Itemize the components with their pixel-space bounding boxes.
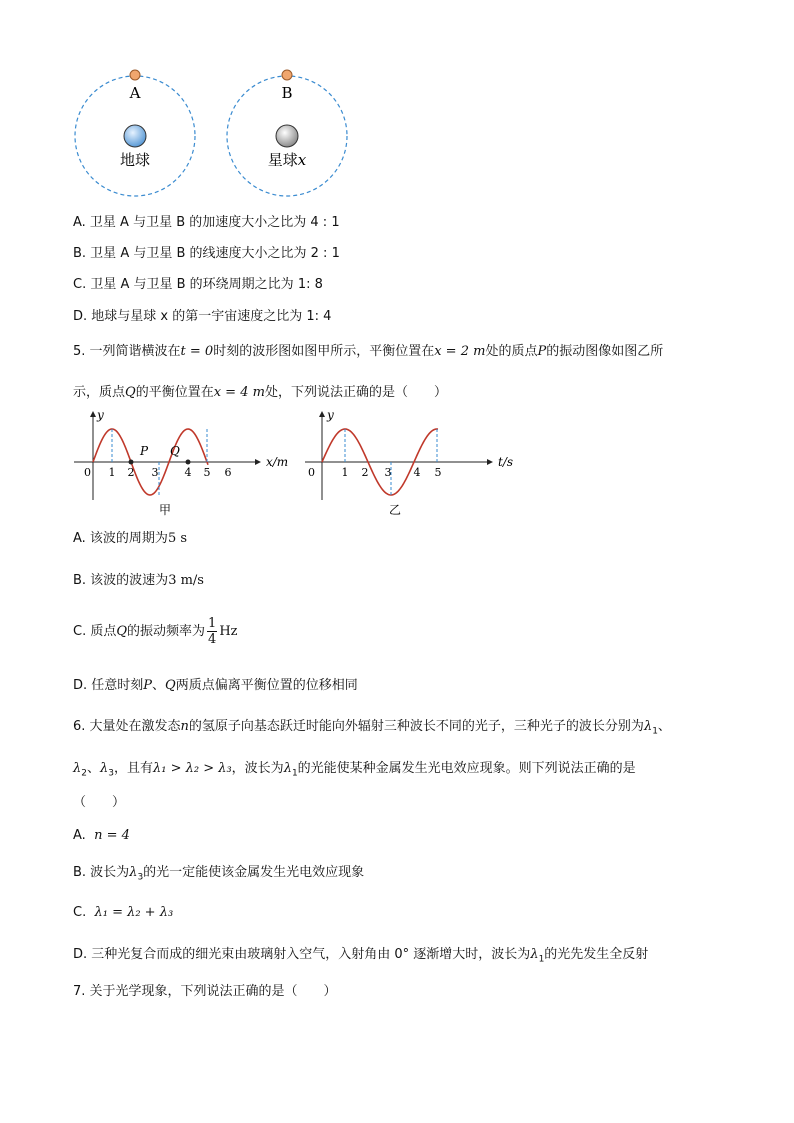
svg-text:3: 3	[384, 466, 392, 479]
label-b: B	[281, 84, 293, 102]
svg-text:3: 3	[151, 466, 159, 479]
q6-option-d: D. 三种光复合而成的细光束由玻璃射入空气，入射角由 0° 逐渐增大时，波长为$\lambda_1$的光先发生全反射	[73, 947, 649, 965]
point-q	[186, 460, 191, 465]
svg-text:6: 6	[224, 466, 232, 479]
earth-icon	[124, 125, 146, 147]
q5-option-d: D. 任意时刻P、Q两质点偏离平衡位置的位移相同	[73, 678, 358, 693]
satellite-b	[282, 70, 292, 80]
svg-text:P: P	[140, 444, 149, 458]
svg-text:4: 4	[184, 466, 192, 479]
svg-text:y: y	[327, 408, 334, 422]
svg-text:5: 5	[203, 466, 211, 479]
q6-stem-line1: 6. 大量处在激发态n的氢原子向基态跃迁时能向外辐射三种波长不同的光子，三种光子的波长分别为$\lambda_1$、	[73, 719, 671, 737]
label-a: A	[129, 84, 141, 102]
svg-text:t/s: t/s	[498, 455, 514, 469]
q6-stem-line3: （ ）	[73, 795, 126, 810]
q6-option-c: C. λ₁ = λ₂ + λ₃	[73, 905, 174, 920]
q6-option-a: A. n = 4	[73, 828, 130, 843]
waveform-graph	[74, 408, 288, 517]
q5-option-a: A. 该波的周期为5 s	[73, 531, 188, 546]
fraction: $\frac{1}{4}$	[208, 616, 217, 647]
q5-option-c: C. 质点Q的振动频率为 $\frac{1}{4}$ Hz	[73, 616, 238, 647]
planet-x-label: 星球x	[267, 151, 307, 169]
earth-label: 地球	[119, 151, 151, 169]
q6-option-b: B. 波长为$\lambda_3$的光一定能使该金属发生光电效应现象	[73, 865, 365, 883]
q4-option-d: D. 地球与星球 x 的第一宇宙速度之比为 1: 4	[73, 309, 332, 324]
orbit-diagram	[70, 65, 360, 200]
satellite-a	[130, 70, 140, 80]
svg-text:Q: Q	[170, 444, 180, 458]
svg-text:0: 0	[308, 466, 315, 479]
svg-text:2: 2	[361, 466, 369, 479]
q4-option-c: C. 卫星 A 与卫星 B 的环绕周期之比为 1: 8	[73, 277, 323, 292]
svg-text:甲: 甲	[158, 503, 172, 517]
q5-stem-line2: 示，质点Q的平衡位置在x = 4 m处，下列说法正确的是（ ）	[73, 385, 447, 400]
point-p	[129, 460, 134, 465]
q5-option-b: B. 该波的波速为3 m/s	[73, 573, 204, 588]
svg-text:1: 1	[108, 466, 116, 479]
svg-text:1: 1	[341, 466, 349, 479]
q4-option-b: B. 卫星 A 与卫星 B 的线速度大小之比为 2 : 1	[73, 246, 340, 261]
q5-stem-line1: 5. 一列简谐横波在t = 0时刻的波形图如图甲所示，平衡位置在x = 2 m处的质点P的振动图像如图乙所	[73, 344, 664, 359]
q4-option-a: A. 卫星 A 与卫星 B 的加速度大小之比为 4 : 1	[73, 215, 340, 230]
svg-text:5: 5	[434, 466, 442, 479]
planet-x-icon	[276, 125, 298, 147]
svg-text:y: y	[97, 408, 104, 422]
q7-stem: 7. 关于光学现象，下列说法正确的是（ ）	[73, 984, 337, 999]
vibration-graph	[305, 408, 513, 517]
svg-text:乙: 乙	[388, 503, 402, 517]
q6-stem-line2: $\lambda_2$、$\lambda_3$，且有λ₁ > λ₂ > λ₃，波长为$\lambda_1$的光能使某种金属发生光电效应现象。则下列说法正确的是	[73, 761, 636, 779]
svg-text:4: 4	[413, 466, 421, 479]
svg-text:2: 2	[127, 466, 135, 479]
svg-text:x/m: x/m	[266, 455, 289, 469]
svg-text:0: 0	[84, 466, 91, 479]
wave-figures	[70, 408, 520, 520]
